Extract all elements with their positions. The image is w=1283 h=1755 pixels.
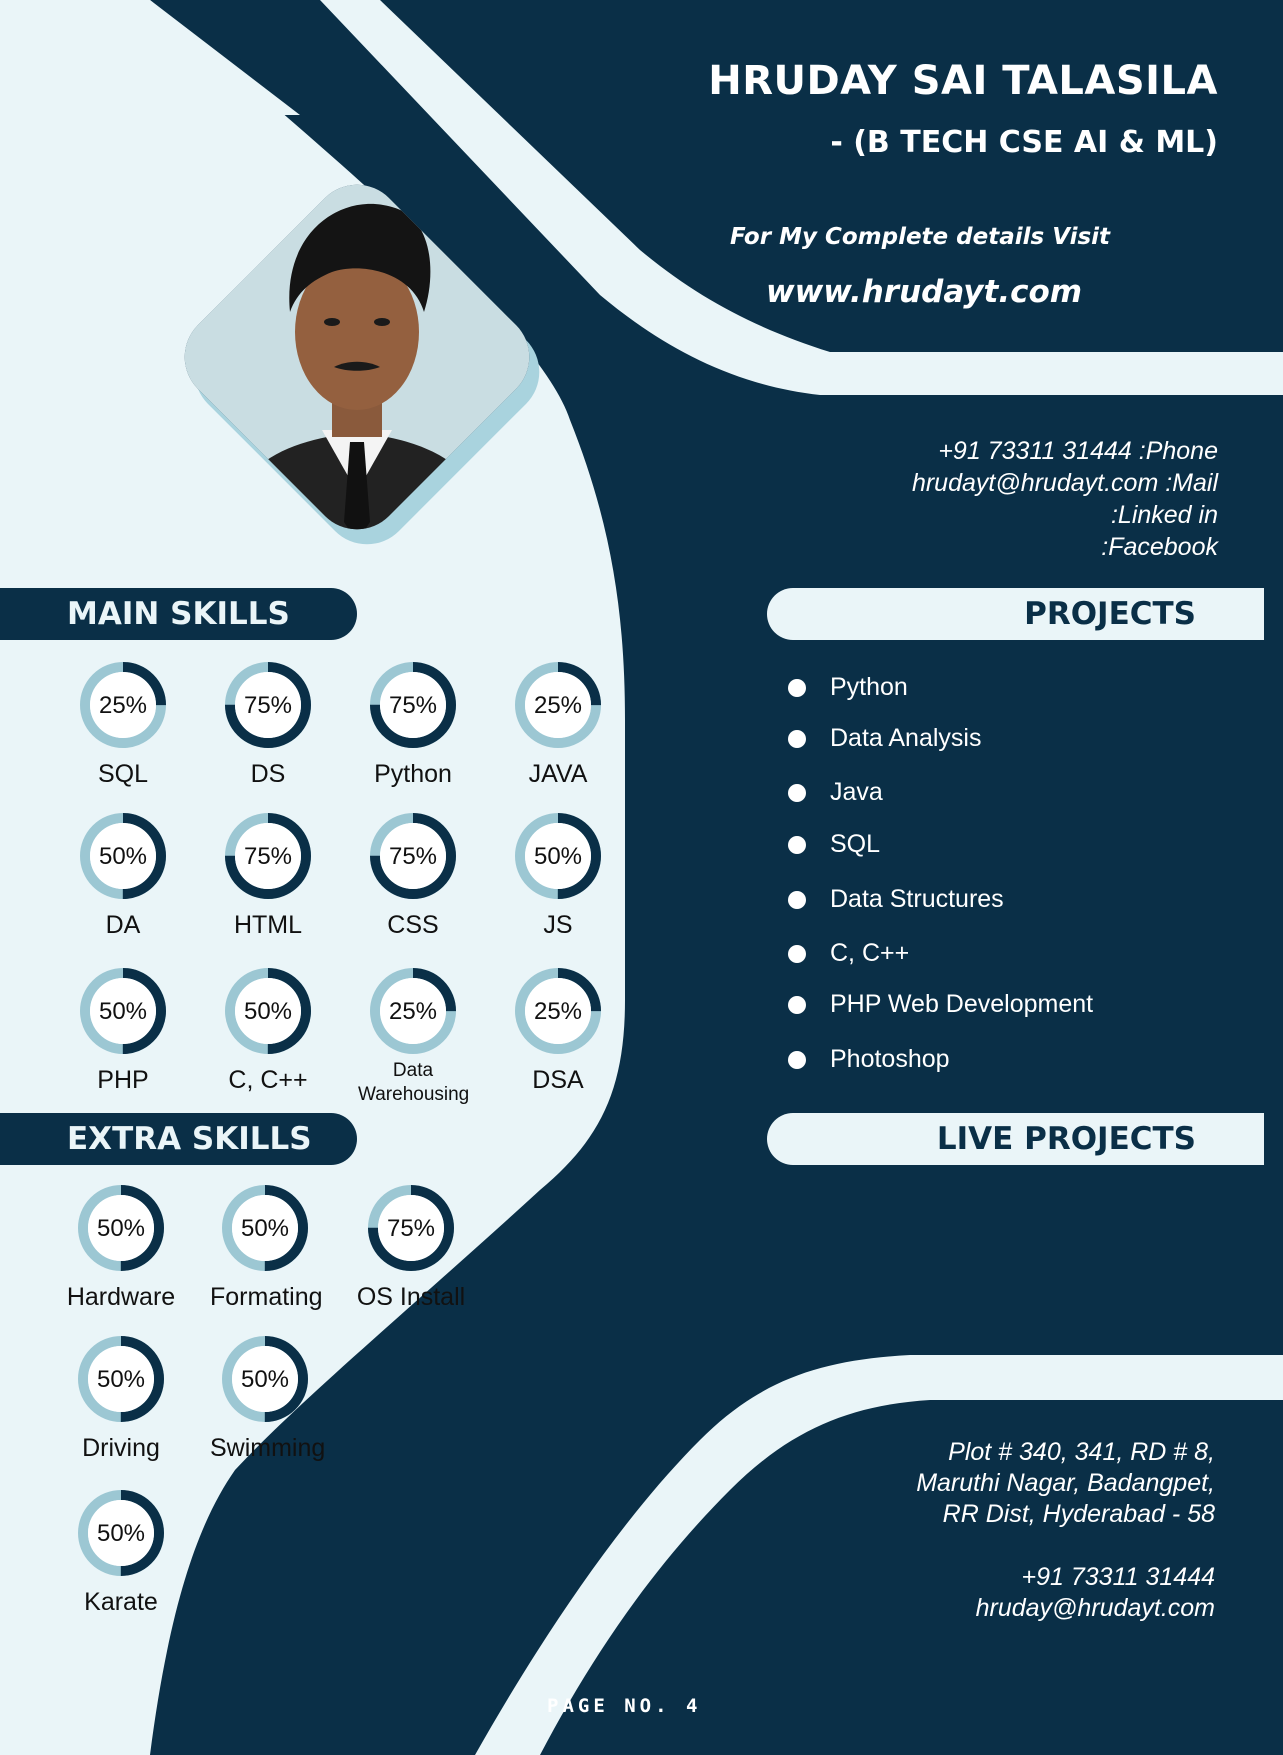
da-percent-text: 50% <box>98 843 148 870</box>
ds-percent-text: 75% <box>243 692 293 719</box>
skill-label: C, C++ <box>228 1066 308 1094</box>
visit-text: For My Complete details Visit <box>730 224 1111 250</box>
address-line-2: Maruthi Nagar, Badangpet, <box>916 1469 1215 1497</box>
projects-header: PROJECTS <box>767 588 1264 640</box>
skill-os-install <box>356 1183 466 1312</box>
bullet-icon <box>788 730 806 748</box>
contact-mail[interactable]: hrudayt@hrudayt.com :Mail <box>911 469 1218 497</box>
person-name: HRUDAY SAI TALASILA <box>708 58 1218 104</box>
da-progress-ring <box>78 811 168 901</box>
skill-label: Hardware <box>66 1283 176 1311</box>
dsa-percent-text: 25% <box>533 998 583 1025</box>
contact-phone[interactable]: +91 73311 31444 :Phone <box>938 437 1218 465</box>
java-progress-ring <box>513 660 603 750</box>
skill-hardware <box>66 1183 176 1312</box>
main-skills-header: MAIN SKILLS <box>0 588 357 640</box>
project-label: Java <box>830 778 883 806</box>
c-c-progress-ring <box>223 966 313 1056</box>
contact-block <box>912 435 1218 563</box>
address-line-1: Plot # 340, 341, RD # 8, <box>948 1438 1215 1466</box>
skill-label: SQL <box>97 760 149 788</box>
skill-karate <box>66 1488 176 1617</box>
address-phone[interactable]: +91 73311 31444 <box>1021 1563 1215 1591</box>
ds-progress-ring <box>223 660 313 750</box>
skill-dsa <box>503 966 613 1095</box>
skill-label: Data Warehousing <box>358 1060 470 1105</box>
skill-label: DA <box>105 911 141 939</box>
bullet-icon <box>788 891 806 909</box>
contact-linkedin[interactable]: :Linked in <box>1110 501 1218 529</box>
project-label: Python <box>830 673 908 701</box>
bullet-icon <box>788 836 806 854</box>
css-progress-ring <box>368 811 458 901</box>
skill-label: HTML <box>233 911 303 939</box>
skill-label: Driving <box>82 1434 160 1462</box>
live-projects-header: LIVE PROJECTS <box>767 1113 1264 1165</box>
skill-label: Python <box>374 760 452 788</box>
sql-progress-ring <box>78 660 168 750</box>
address-line-3: RR Dist, Hyderabad - 58 <box>942 1500 1215 1528</box>
skill-label: JAVA <box>528 760 588 788</box>
skill-label: Swimming <box>210 1434 326 1462</box>
project-label: Photoshop <box>830 1045 950 1073</box>
skill-c-c <box>213 966 323 1095</box>
hardware-percent-text: 50% <box>96 1215 146 1242</box>
hardware-progress-ring <box>76 1183 166 1273</box>
website-link[interactable]: www.hrudayt.com <box>766 274 1083 310</box>
skill-js <box>503 811 613 940</box>
skill-label: OS Install <box>356 1283 466 1311</box>
php-progress-ring <box>78 966 168 1056</box>
project-label: C, C++ <box>830 939 910 967</box>
js-percent-text: 50% <box>533 843 583 870</box>
python-percent-text: 75% <box>388 692 438 719</box>
os-install-percent-text: 75% <box>386 1215 436 1242</box>
java-percent-text: 25% <box>533 692 583 719</box>
skill-swimming <box>210 1334 326 1463</box>
skill-formating <box>210 1183 323 1312</box>
skill-da <box>68 811 178 940</box>
bullet-icon <box>788 679 806 697</box>
skill-label: JS <box>543 911 573 939</box>
skill-driving <box>66 1334 176 1463</box>
skill-ds <box>213 660 323 789</box>
skill-label: Karate <box>84 1588 158 1616</box>
dsa-progress-ring <box>513 966 603 1056</box>
project-label: SQL <box>830 830 881 858</box>
formating-percent-text: 50% <box>240 1215 290 1242</box>
html-progress-ring <box>223 811 313 901</box>
address-email[interactable]: hruday@hrudayt.com <box>975 1594 1215 1622</box>
bullet-icon <box>788 784 806 802</box>
skill-html <box>213 811 323 940</box>
os-install-progress-ring <box>366 1183 456 1273</box>
skill-sql <box>68 660 178 789</box>
contact-facebook[interactable]: :Facebook <box>1101 533 1218 561</box>
skill-label: Formating <box>210 1283 323 1311</box>
karate-progress-ring <box>76 1488 166 1578</box>
data-warehousing-progress-ring <box>368 966 458 1056</box>
karate-percent-text: 50% <box>96 1520 146 1547</box>
swimming-percent-text: 50% <box>240 1366 290 1393</box>
skill-label: DS <box>250 760 286 788</box>
skill-css <box>358 811 468 940</box>
skill-php <box>68 966 178 1095</box>
skill-java <box>503 660 613 789</box>
degree-title: - (B TECH CSE AI & ML) <box>830 125 1218 160</box>
project-label: PHP Web Development <box>830 990 1094 1018</box>
html-percent-text: 75% <box>243 843 293 870</box>
address-block <box>916 1437 1215 1624</box>
data-warehousing-percent-text: 25% <box>388 998 438 1025</box>
sql-percent-text: 25% <box>98 692 148 719</box>
project-label: Data Structures <box>830 885 1004 913</box>
profile-photo <box>162 162 572 582</box>
skill-python <box>358 660 468 789</box>
js-progress-ring <box>513 811 603 901</box>
skill-label: CSS <box>387 911 439 939</box>
bullet-icon <box>788 1051 806 1069</box>
css-percent-text: 75% <box>388 843 438 870</box>
extra-skills-header: EXTRA SKILLS <box>0 1113 357 1165</box>
swimming-progress-ring <box>220 1334 310 1424</box>
python-progress-ring <box>368 660 458 750</box>
c-c-percent-text: 50% <box>243 998 293 1025</box>
driving-percent-text: 50% <box>96 1366 146 1393</box>
skill-data-warehousing <box>358 966 468 1107</box>
bullet-icon <box>788 996 806 1014</box>
skill-label: PHP <box>97 1066 149 1094</box>
project-label: Data Analysis <box>830 724 982 752</box>
page-number: PAGE NO. 4 <box>547 1695 702 1717</box>
bullet-icon <box>788 945 806 963</box>
php-percent-text: 50% <box>98 998 148 1025</box>
formating-progress-ring <box>220 1183 310 1273</box>
driving-progress-ring <box>76 1334 166 1424</box>
skill-label: DSA <box>532 1066 584 1094</box>
